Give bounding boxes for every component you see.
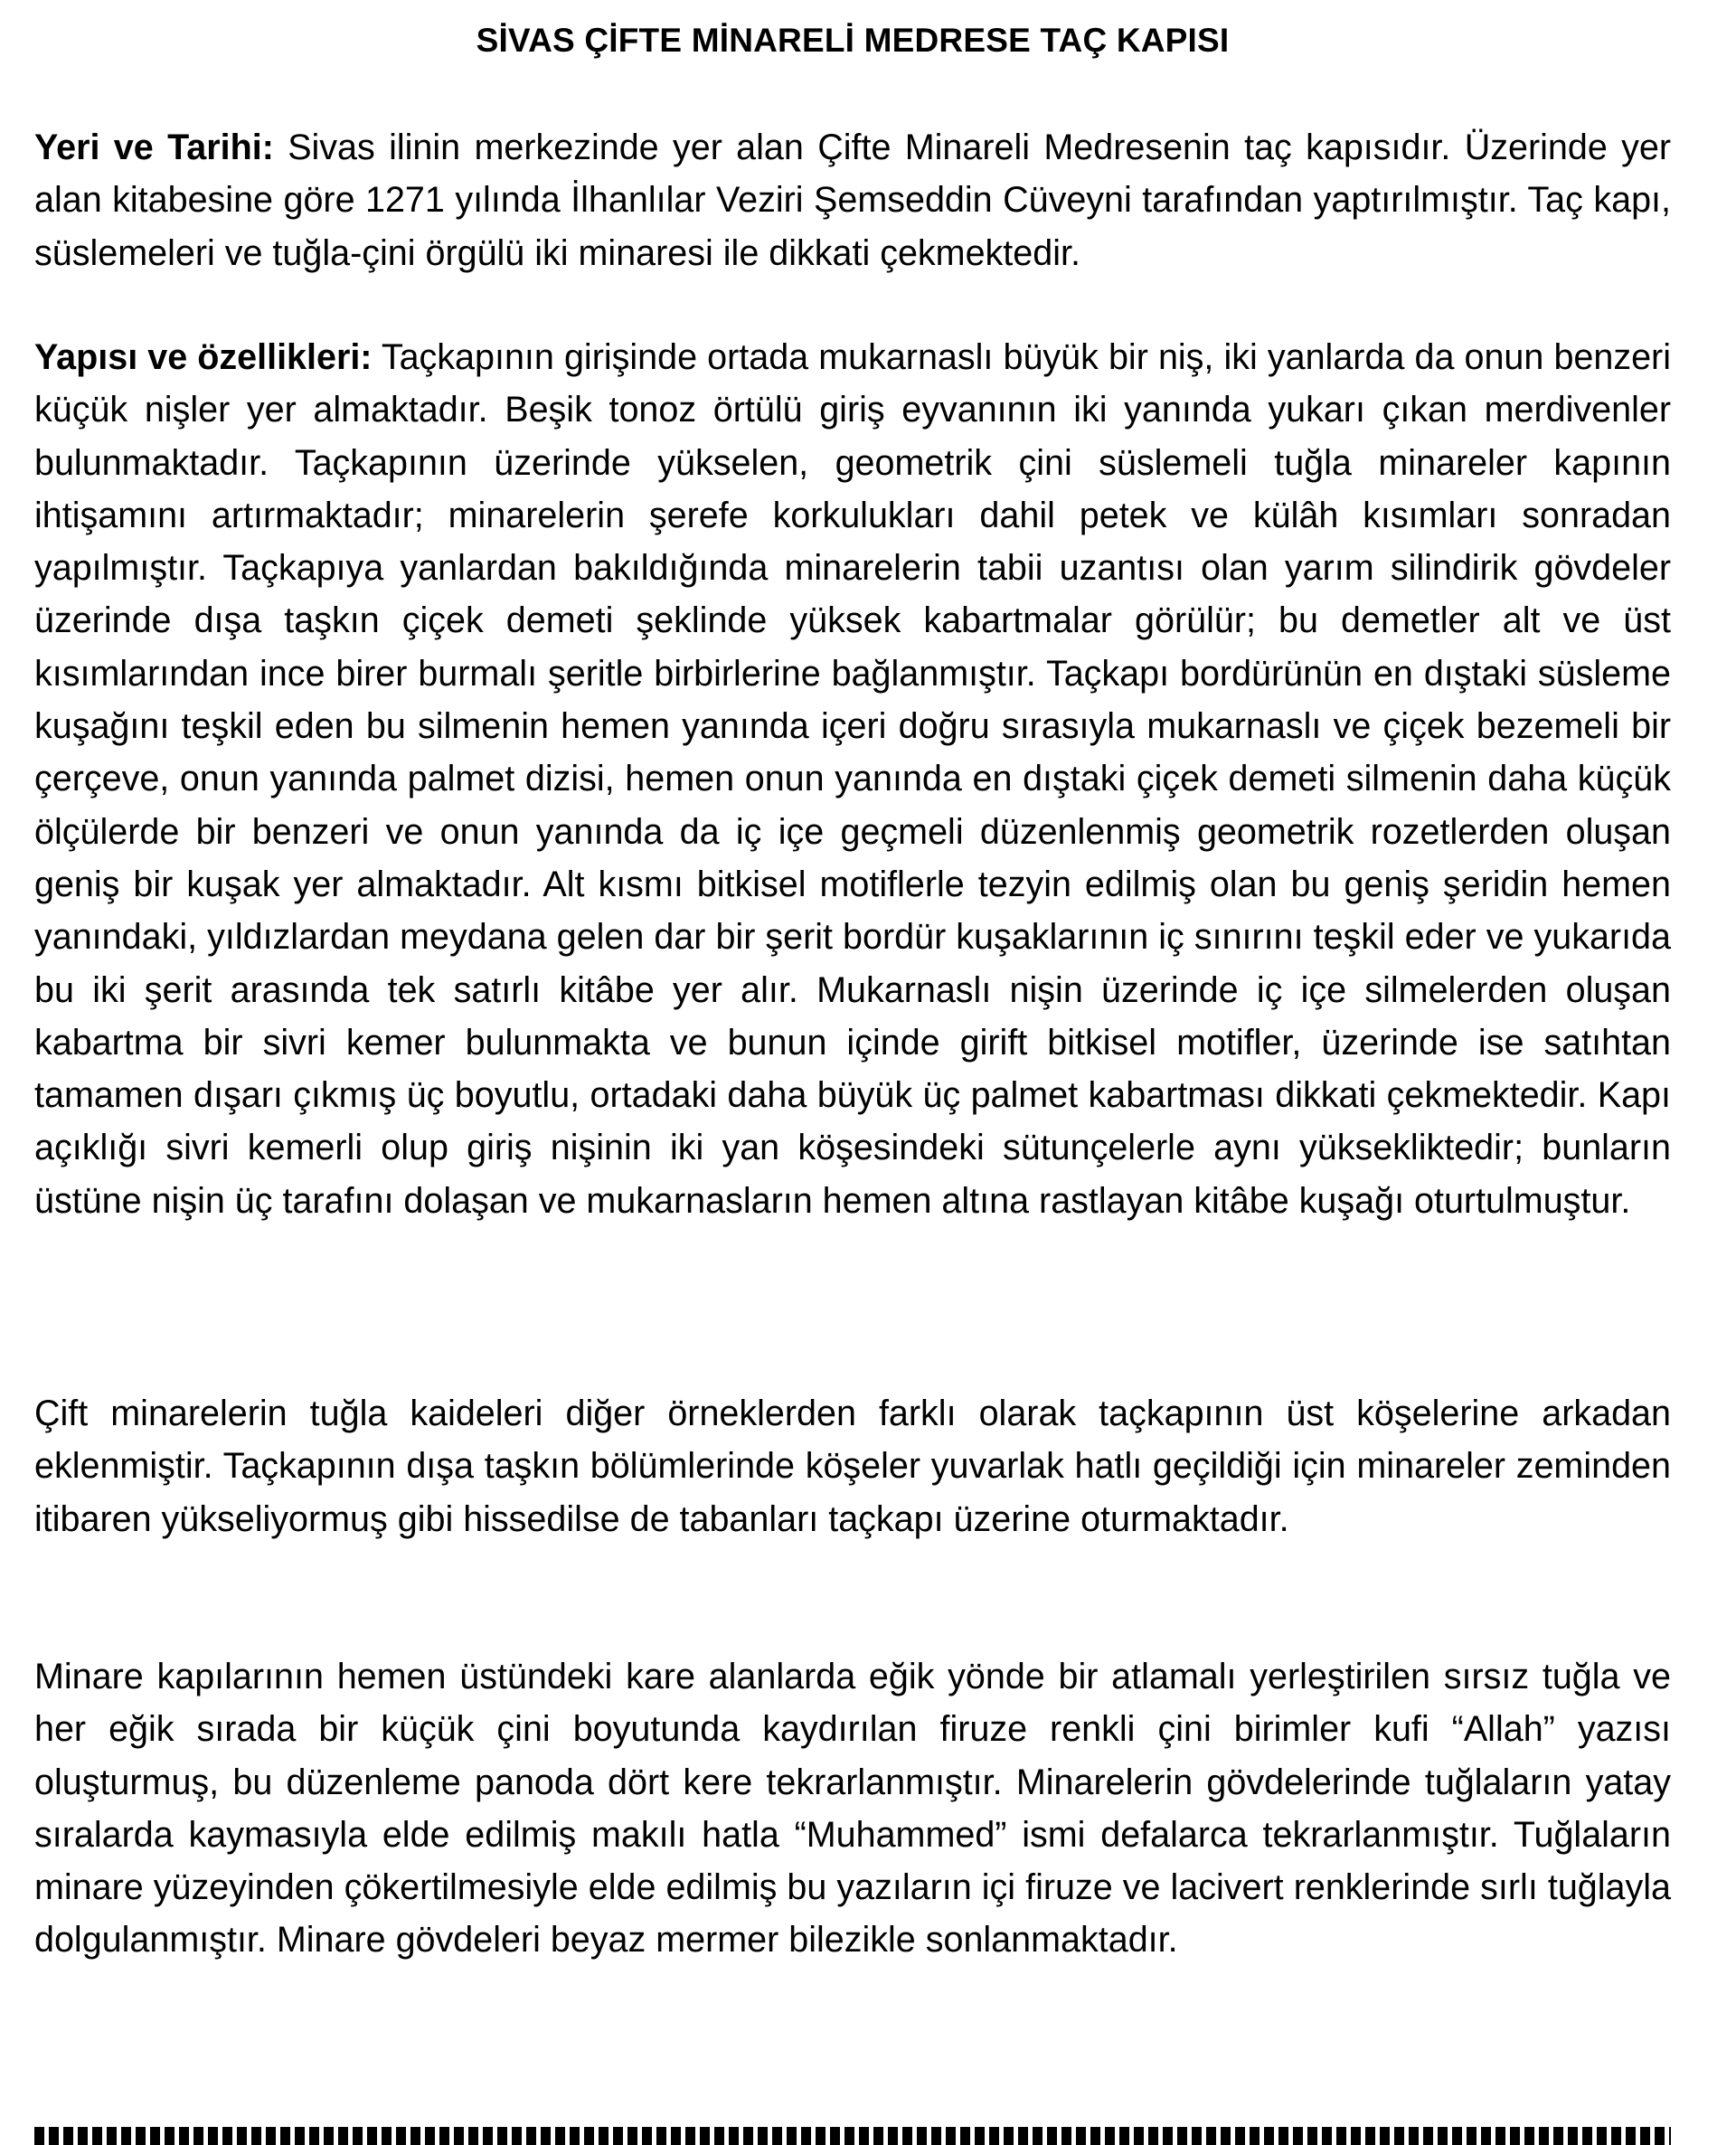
- section-text: Çift minarelerin tuğla kaideleri diğer örneklerden farklı olarak taçkapının üst köşelerine arkadan eklenmiştir. Taçkapının dışa taşkın bölümlerinde köşeler yuvarlak hatlı geçildiği için minareler zeminden itibaren yükseliyormuş gibi hissedilse de tabanları taçkapı üzerine oturmaktadır.: [34, 1394, 1671, 1539]
- section-text: Taçkapının girişinde ortada mukarnaslı büyük bir niş, iki yanlarda da onun benzeri küçük nişler yer almaktadır. Beşik tonoz örtülü giriş eyvanının iki yanında yukarı çıkan merdivenler bulunmaktadır. Taçkapının üzerinde yükselen, geometrik çini süslemeli tuğla minareler kapının ihtişamını artırmaktadır; minarelerin şerefe korkulukları dahil petek ve külâh kısımları sonradan yapılmıştır. Taçkapıya yanlardan bakıldığında minarelerin tabii uzantısı olan yarım silindirik gövdeler üzerinde dışa taşkın çiçek demeti şeklinde yüksek kabartmalar görülür; bu demetler alt ve üst kısımlarından ince birer burmalı şeritle birbirlerine bağlanmıştır. Taçkapı bordürünün en dıştaki süsleme kuşağını teşkil eden bu silmenin hemen yanında içeri doğru sırasıyla mukarnaslı ve çiçek bezemeli bir çerçeve, onun yanında palmet dizisi, hemen onun yanında en dıştaki çiçek demeti silmenin daha küçük ölçülerde bir benzeri ve onun yanında da iç içe geçmeli düzenlenmiş geometrik rozetlerden oluşan geniş bir kuşak yer almaktadır. Alt kısmı bitkisel motiflerle tezyin edilmiş olan bu geniş şeridin hemen yanındaki, yıldızlardan meydana gelen dar bir şerit bordür kuşaklarının iç sınırını teşkil eder ve yukarıda bu iki şerit arasında tek satırlı kitâbe yer alır. Mukarnaslı nişin üzerinde iç içe silmelerden oluşan kabartma bir sivri kemer bulunmakta ve bunun içinde girift bitkisel motifler, üzerinde ise satıhtan tamamen dışarı çıkmış üç boyutlu, ortadaki daha büyük üç palmet kabartması dikkati çekmektedir. Kapı açıklığı sivri kemerli olup giriş nişinin iki yan köşesindeki sütunçelerle aynı yüksekliktedir; bunların üstüne nişin üç tarafını dolaşan ve mukarnasların hemen altına rastlayan kitâbe kuşağı oturtulmuştur.: [34, 337, 1671, 1221]
- section-structure-features: [34, 331, 1671, 1227]
- section-heading: Yapısı ve özellikleri:: [34, 337, 373, 377]
- section-text: Minare kapılarının hemen üstündeki kare alanlarda eğik yönde bir atlamalı yerleştirilen sırsız tuğla ve her eğik sırada bir küçük çini boyutunda kaydırılan firuze renkli çini birimler kufi “Allah” yazısı oluşturmuş, bu düzenleme panoda dört kere tekrarlanmıştır. Minarelerin gövdelerinde tuğlaların yatay sıralarda kaymasıyla elde edilmiş makılı hatla “Muhammed” ismi defalarca tekrarlanmıştır. Tuğlaların minare yüzeyinden çökertilmesiyle elde edilmiş bu yazıların içi firuze ve lacivert renklerinde sırlı tuğlayla dolgulanmıştır. Minare gövdeleri beyaz mermer bilezikle sonlanmaktadır.: [34, 1657, 1671, 1961]
- paragraph-minaret-bases: [34, 1387, 1671, 1545]
- section-heading: Yeri ve Tarihi:: [34, 128, 274, 167]
- section-location-date: [34, 121, 1671, 279]
- section-text: Sivas ilinin merkezinde yer alan Çifte Minareli Medresenin taç kapısıdır. Üzerinde yer alan kitabesine göre 1271 yılında İlhanlılar Veziri Şemseddin Cüveyni tarafından yaptırılmıştır. Taç kapı, süslemeleri ve tuğla-çini örgülü iki minaresi ile dikkati çekmektedir.: [34, 128, 1671, 273]
- dashed-divider: [34, 2127, 1671, 2145]
- paragraph-minaret-inscriptions: [34, 1650, 1671, 1967]
- document-title: SİVAS ÇİFTE MİNARELİ MEDRESE TAÇ KAPISI: [476, 22, 1230, 59]
